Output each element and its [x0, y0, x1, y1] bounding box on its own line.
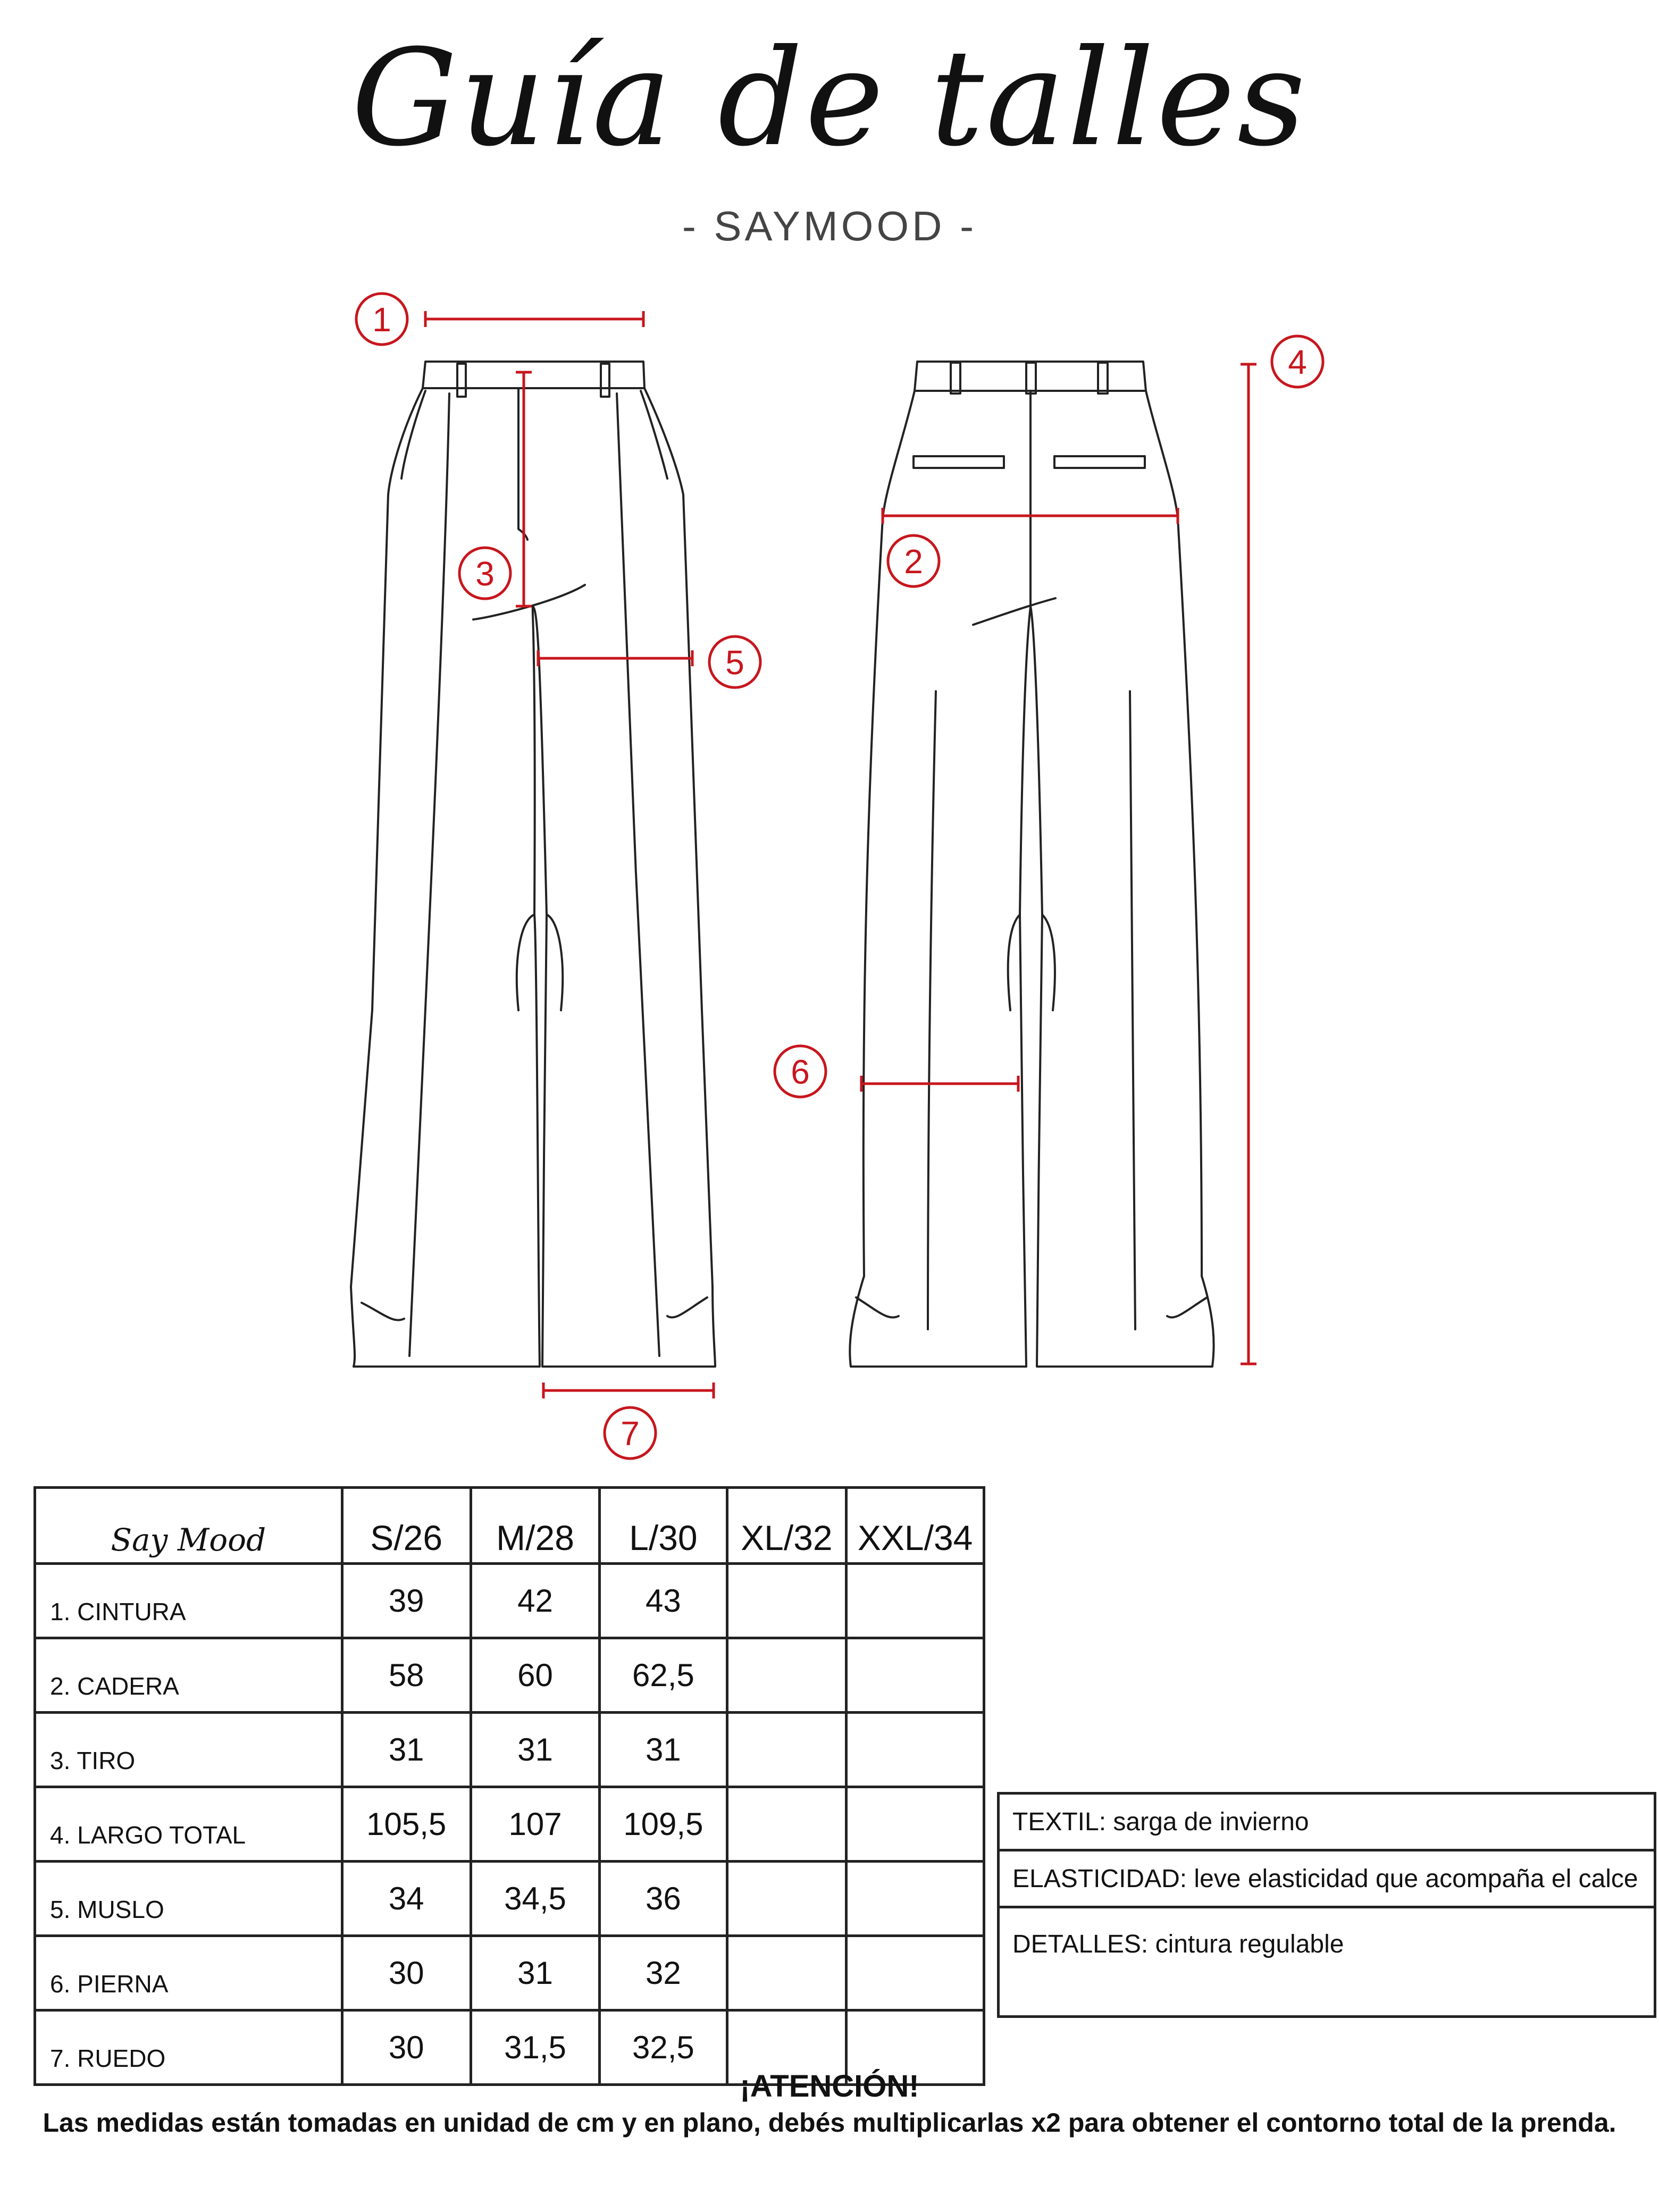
measure-value: 30	[342, 2010, 471, 2085]
info-key: DETALLES:	[1012, 1930, 1149, 1958]
table-row	[35, 1564, 984, 1638]
measure-label: 5. MUSLO	[35, 1862, 342, 1936]
size-header: S/26	[342, 1488, 471, 1564]
info-value: sarga de invierno	[1113, 1807, 1309, 1836]
brand-subtitle: - SAYMOOD -	[682, 203, 977, 249]
size-header-row	[35, 1488, 984, 1564]
size-header: XXL/34	[847, 1488, 984, 1564]
brand-signature: Say Mood	[35, 1488, 342, 1564]
measure-value	[727, 1787, 847, 1862]
measure-value	[727, 1564, 847, 1638]
info-value: leve elasticidad que acompaña el calce	[1194, 1864, 1638, 1893]
measure-value	[847, 1936, 984, 2010]
measure-value: 43	[600, 1564, 727, 1638]
page-title: Guía de talles	[351, 21, 1308, 175]
table-row	[35, 1936, 984, 2010]
callout-7: 7	[621, 1414, 640, 1453]
measure-value: 109,5	[600, 1787, 727, 1862]
measure-value	[847, 1713, 984, 1787]
back-pants-drawing	[850, 362, 1213, 1367]
measure-value	[847, 1564, 984, 1638]
table-row	[35, 1638, 984, 1713]
info-row-elasticidad	[999, 1850, 1655, 1907]
info-row-textil	[999, 1794, 1655, 1850]
measure-value: 31	[471, 1936, 599, 2010]
info-cell	[999, 1794, 1655, 1850]
front-pants-drawing	[351, 362, 715, 1367]
callout-2: 2	[904, 542, 923, 581]
info-cell	[999, 1850, 1655, 1907]
measure-value	[847, 1862, 984, 1936]
callout-1: 1	[372, 300, 391, 339]
size-table	[33, 1486, 985, 2086]
measure-label: 1. CINTURA	[35, 1564, 342, 1638]
callout-4: 4	[1288, 343, 1307, 381]
measure-label: 4. LARGO TOTAL	[35, 1787, 342, 1862]
measure-value: 39	[342, 1564, 471, 1638]
notice-title: ¡ATENCIÓN!	[740, 2069, 919, 2104]
measure-value: 30	[342, 1936, 471, 2010]
measure-value: 58	[342, 1638, 471, 1713]
table-row	[35, 1862, 984, 1936]
table-row	[35, 1713, 984, 1787]
measure-value: 62,5	[600, 1638, 727, 1713]
measure-value: 34,5	[471, 1862, 599, 1936]
callout-3: 3	[475, 555, 495, 593]
measure-value	[727, 1713, 847, 1787]
measure-label: 3. TIRO	[35, 1713, 342, 1787]
measure-value	[727, 1638, 847, 1713]
measure-value: 31	[471, 1713, 599, 1787]
measure-value: 31	[342, 1713, 471, 1787]
measure-value: 36	[600, 1862, 727, 1936]
measure-value: 31	[600, 1713, 727, 1787]
measure-value	[847, 1638, 984, 1713]
measure-value: 31,5	[471, 2010, 599, 2085]
info-key: TEXTIL:	[1012, 1807, 1107, 1836]
measure-value	[847, 1787, 984, 1862]
measure-value	[727, 1936, 847, 2010]
info-row-detalles	[999, 1907, 1655, 2017]
measure-value: 105,5	[342, 1787, 471, 1862]
attention-notice	[0, 2068, 1659, 2138]
size-header: L/30	[600, 1488, 727, 1564]
measure-value: 107	[471, 1787, 599, 1862]
measure-label: 7. RUEDO	[35, 2010, 342, 2085]
info-value: cintura regulable	[1155, 1930, 1344, 1958]
size-header: M/28	[471, 1488, 599, 1564]
callout-6: 6	[791, 1053, 810, 1091]
notice-body: Las medidas están tomadas en unidad de cm y en plano, debés multiplicarlas x2 para obtener el contorno total de la prenda.	[43, 2108, 1616, 2138]
measure-value: 60	[471, 1638, 599, 1713]
info-cell	[999, 1907, 1655, 2017]
measure-value: 32	[600, 1936, 727, 2010]
fabric-info-table	[997, 1792, 1656, 2018]
callout-5: 5	[725, 643, 744, 682]
info-key: ELASTICIDAD:	[1012, 1864, 1187, 1893]
measure-label: 2. CADERA	[35, 1638, 342, 1713]
measure-value: 32,5	[600, 2010, 727, 2085]
measure-value	[727, 1862, 847, 1936]
measure-value: 42	[471, 1564, 599, 1638]
size-header: XL/32	[727, 1488, 847, 1564]
measure-value: 34	[342, 1862, 471, 1936]
measure-label: 6. PIERNA	[35, 1936, 342, 2010]
table-row	[35, 1787, 984, 1862]
